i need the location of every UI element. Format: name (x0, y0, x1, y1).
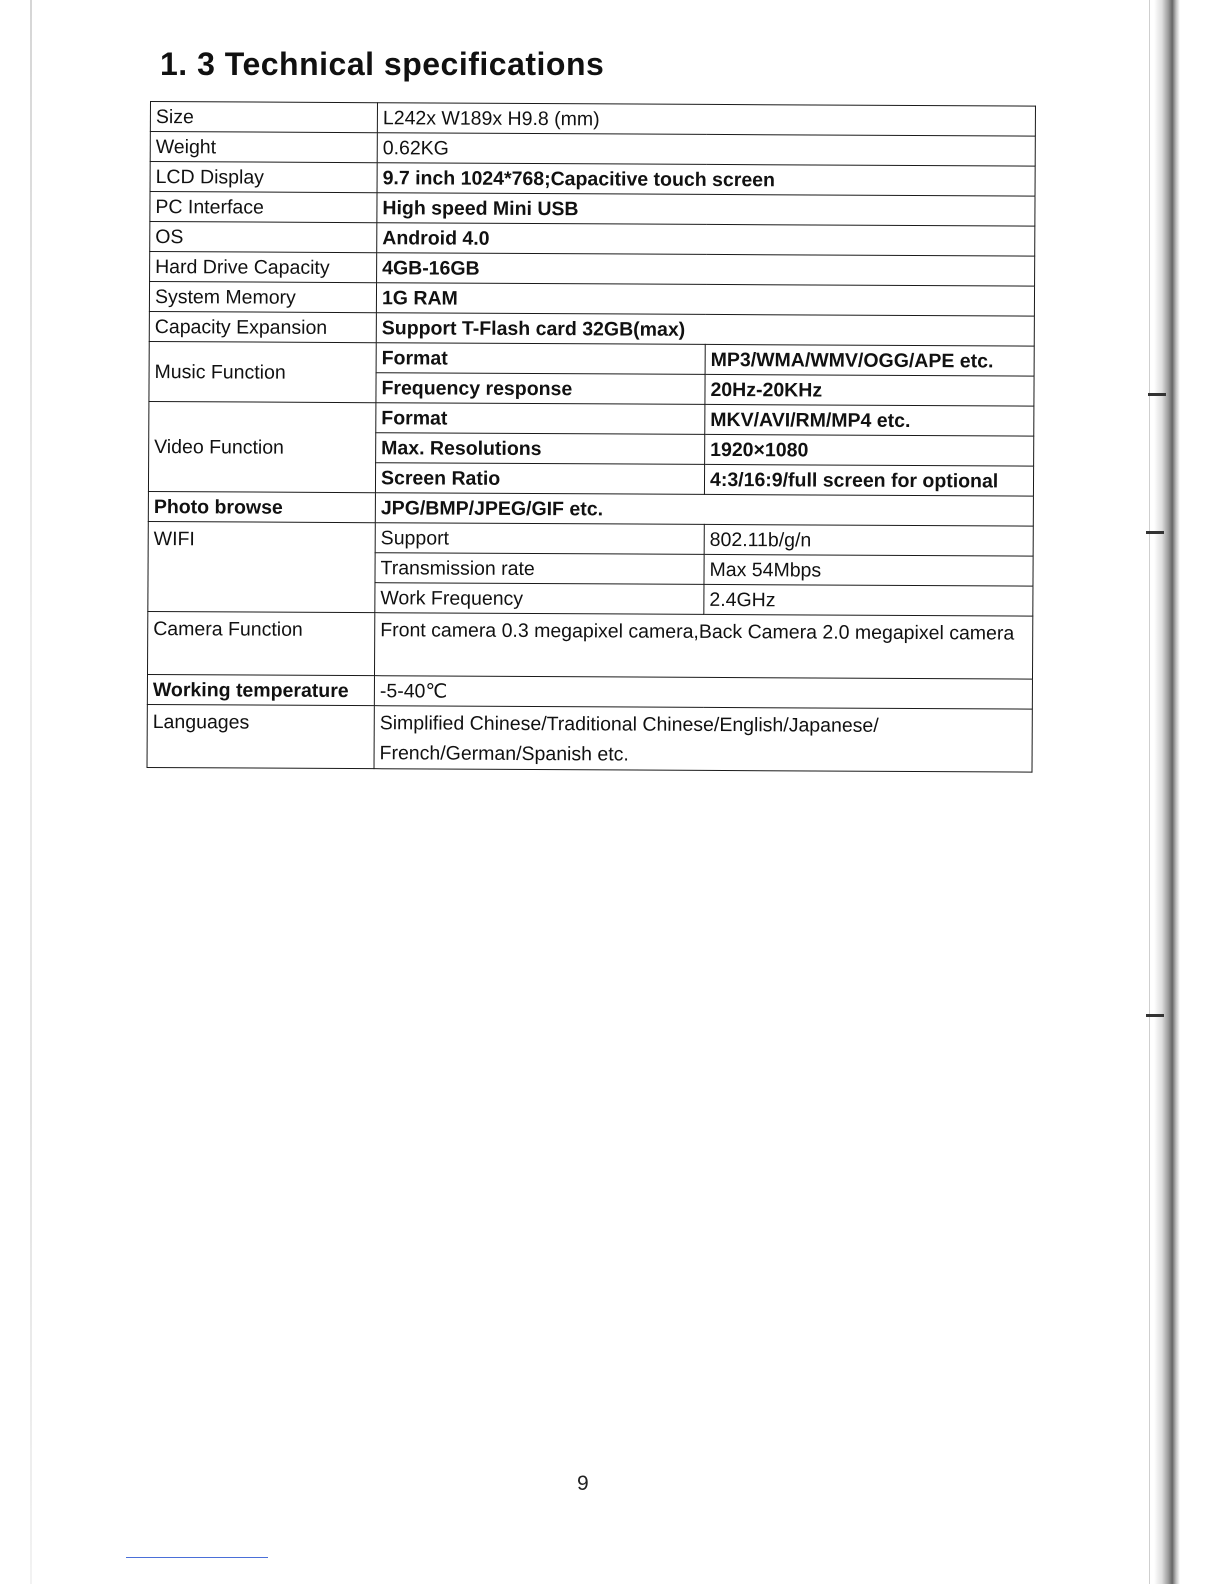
spec-value: Support T-Flash card 32GB(max) (376, 313, 1034, 346)
table-row (147, 674, 1032, 709)
spec-value: L242x W189x H9.8 (mm) (377, 103, 1035, 136)
spec-value: 9.7 inch 1024*768;Capacitive touch screen (377, 163, 1035, 196)
spec-value: Front camera 0.3 megapixel camera,Back Camera 2.0 megapixel camera (374, 613, 1032, 679)
spec-value: 1920×1080 (705, 434, 1034, 466)
scan-binding-line (1149, 0, 1150, 1584)
spec-value: 4:3/16:9/full screen for optional (704, 464, 1033, 496)
table-row (150, 252, 1035, 287)
spec-table (147, 101, 1036, 773)
page-title: 1. 3 Technical specifications (160, 46, 605, 82)
spec-label: Photo browse (148, 491, 375, 522)
table-row (150, 102, 1035, 137)
page-number: 9 (577, 1472, 589, 1495)
spec-label: Video Function (148, 401, 375, 492)
scan-underline (126, 1557, 268, 1558)
table-row (150, 222, 1035, 257)
spec-sublabel: Frequency response (376, 373, 705, 405)
spec-sublabel: Transmission rate (375, 553, 704, 585)
spec-value: JPG/BMP/JPEG/GIF etc. (375, 493, 1033, 526)
scan-binding-spine (1154, 0, 1180, 1584)
spec-label: Working temperature (147, 674, 374, 705)
spec-label: System Memory (149, 282, 376, 313)
spec-value: 4GB-16GB (377, 253, 1035, 286)
table-row (149, 311, 1034, 346)
spec-label: Camera Function (147, 611, 374, 675)
spec-label: WIFI (148, 521, 375, 612)
spec-sublabel: Max. Resolutions (376, 433, 705, 465)
table-row (148, 521, 1033, 556)
spec-label: Hard Drive Capacity (150, 252, 377, 283)
spec-value: 802.11b/g/n (704, 524, 1033, 556)
spec-value: 20Hz-20KHz (705, 374, 1034, 406)
spec-sublabel: Work Frequency (375, 583, 704, 615)
spec-label: Size (150, 102, 377, 133)
spec-label: Music Function (149, 341, 376, 402)
spec-value: High speed Mini USB (377, 193, 1035, 226)
table-row (150, 132, 1035, 167)
table-row (149, 341, 1034, 376)
scan-left-edge (30, 0, 32, 1584)
spec-value: 2.4GHz (704, 584, 1033, 616)
spec-value: 1G RAM (376, 283, 1034, 316)
spec-value: Simplified Chinese/Traditional Chinese/English/Japanese/ French/German/Spanish etc. (374, 706, 1032, 772)
spec-label: OS (150, 222, 377, 253)
scan-mark (1146, 1014, 1164, 1017)
table-row (150, 162, 1035, 197)
spec-label: Weight (150, 132, 377, 163)
spec-value: MP3/WMA/WMV/OGG/APE etc. (705, 344, 1034, 376)
spec-value: Android 4.0 (377, 223, 1035, 256)
spec-sublabel: Support (375, 523, 704, 555)
table-row (147, 704, 1032, 772)
scan-mark (1146, 531, 1164, 534)
table-row (149, 282, 1034, 317)
spec-value: MKV/AVI/RM/MP4 etc. (705, 404, 1034, 436)
table-row (150, 192, 1035, 227)
spec-sublabel: Format (376, 343, 705, 375)
spec-label: Languages (147, 704, 374, 768)
spec-sublabel: Screen Ratio (375, 463, 704, 495)
table-row (147, 611, 1032, 679)
spec-value: -5-40℃ (374, 676, 1032, 709)
spec-value: 0.62KG (377, 133, 1035, 166)
spec-sublabel: Format (376, 403, 705, 435)
table-row (149, 401, 1034, 436)
spec-label: PC Interface (150, 192, 377, 223)
spec-label: Capacity Expansion (149, 311, 376, 342)
spec-value: Max 54Mbps (704, 554, 1033, 586)
scan-mark (1148, 393, 1166, 396)
spec-label: LCD Display (150, 162, 377, 193)
table-row (148, 491, 1033, 526)
